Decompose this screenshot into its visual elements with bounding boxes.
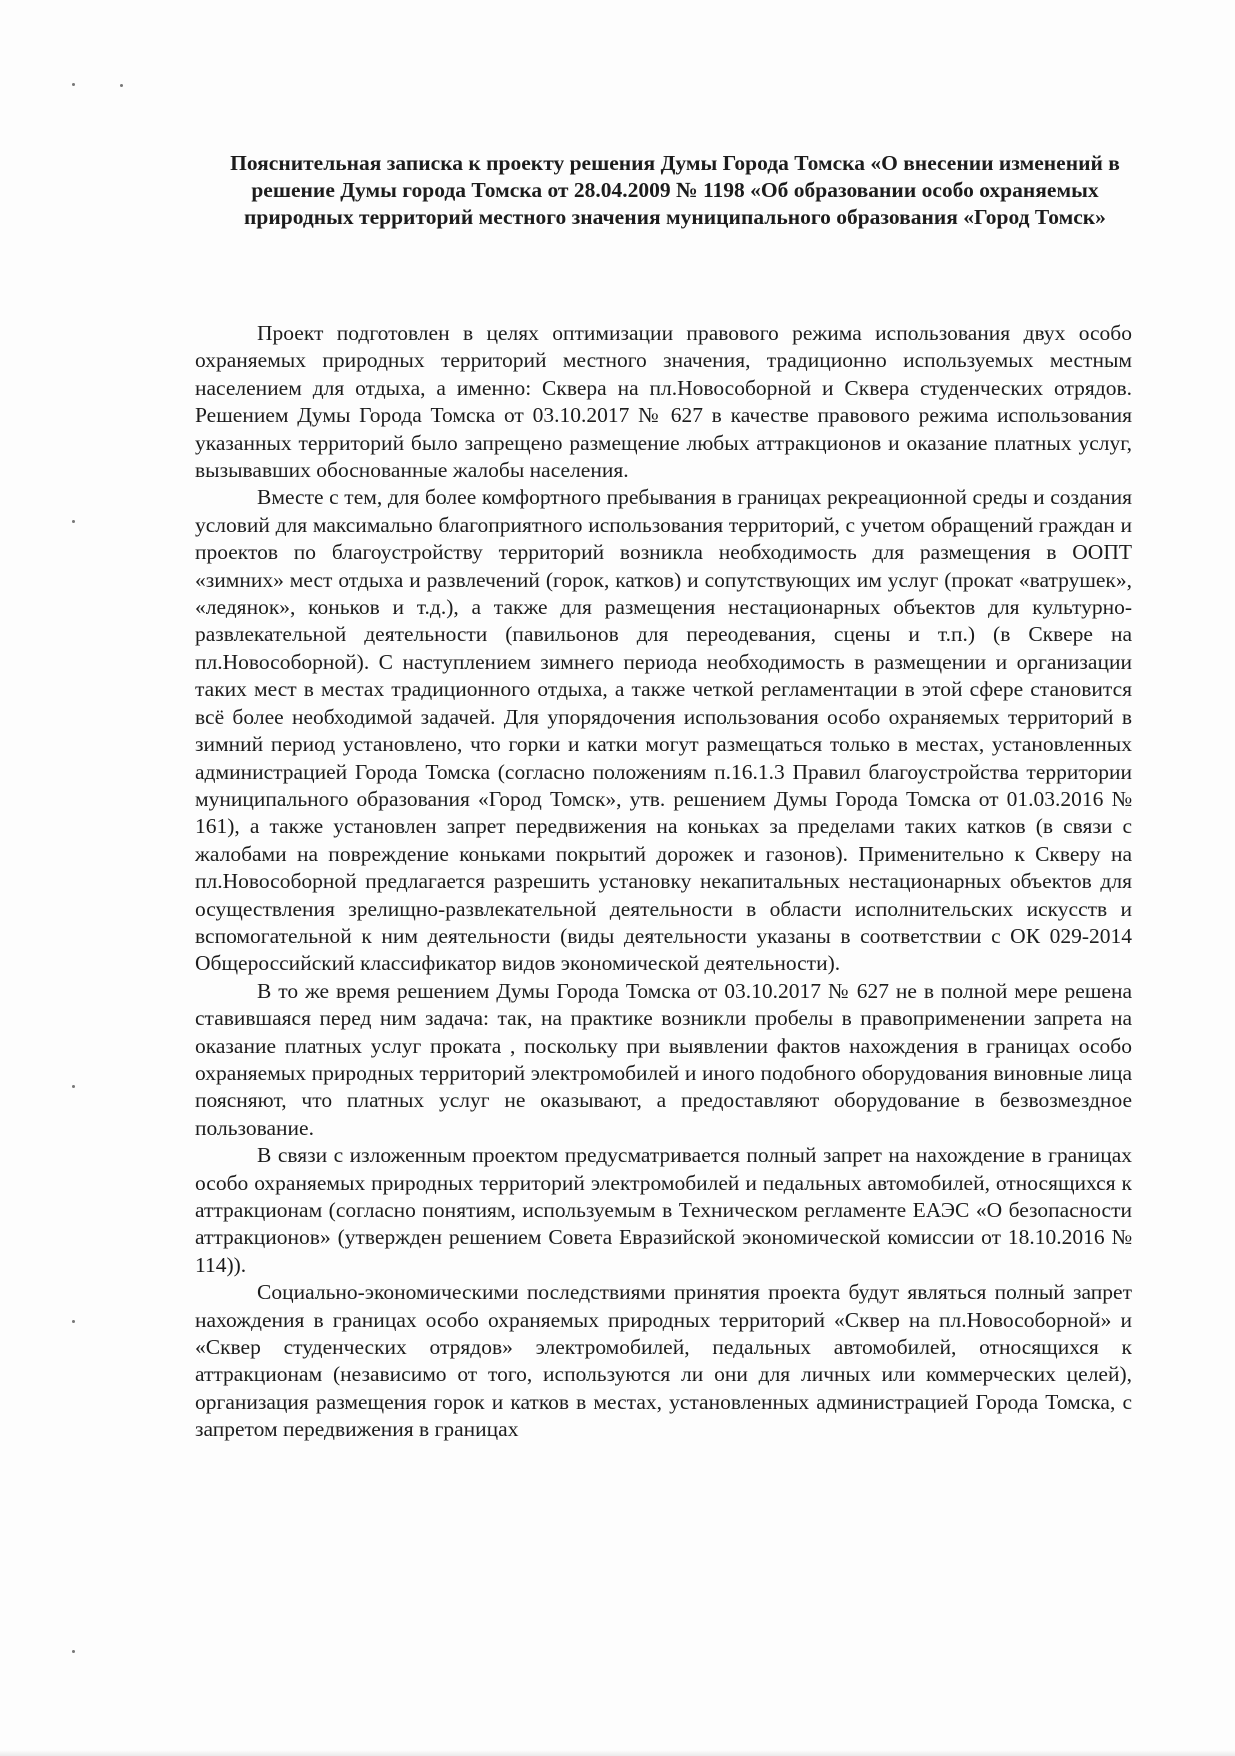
scan-speck	[72, 520, 75, 523]
paragraph-5: Социально-экономическими последствиями принятия проекта будут являться полный запрет нахождения в границах особо охраняемых природных территорий «Сквер на пл.Новособорной» и «Сквер студенческих отрядов» электромобилей, педальных автомобилей, относящихся к аттракционам (независимо от того, используются ли они для личных или коммерческих целей), организация размещения горок и катков в местах, установленных администрацией Города Томска, с запретом передвижения в границах	[195, 1280, 1132, 1442]
scan-speck	[72, 1320, 75, 1323]
paragraph-4: В связи с изложенным проектом предусматривается полный запрет на нахождение в границах особо охраняемых природных территорий электромобилей и педальных автомобилей, относящихся к аттракционам (согласно понятиям, используемым в Техническом регламенте ЕАЭС «О безопасности аттракционов» (утвержден решением Совета Евразийской экономической комиссии от 18.10.2016 № 114)).	[195, 1143, 1132, 1277]
document-body	[195, 320, 1132, 1444]
paragraph-1: Проект подготовлен в целях оптимизации правового режима использования двух особо охраняемых природных территорий местного значения, традиционно используемых местным населением для отдыха, а именно: Сквера на пл.Новособорной и Сквера студенческих отрядов. Решением Думы Города Томска от 03.10.2017 № 627 в качестве правового режима использования указанных территорий было запрещено размещение любых аттракционов и оказание платных услуг, вызывавших обоснованные жалобы населения.	[195, 321, 1132, 483]
document-title: Пояснительная записка к проекту решения Думы Города Томска «О внесении изменений в решение Думы города Томска от 28.04.2009 № 1198 «Об образовании особо охраняемых природных территорий местного значения муниципального образования «Город Томск»	[230, 151, 1120, 229]
paragraph-3: В то же время решением Думы Города Томска от 03.10.2017 № 627 не в полной мере решена ставившаяся перед ним задача: так, на практике возникли пробелы в правоприменении запрета на оказание платных услуг проката , поскольку при выявлении фактов нахождения в границах особо охраняемых природных территорий электромобилей и иного подобного оборудования виновные лица поясняют, что платных услуг не оказывают, а предоставляют оборудование в безвозмездное пользование.	[195, 978, 1132, 1140]
scan-bottom-edge	[0, 1750, 1235, 1756]
scan-speck	[72, 83, 75, 86]
scan-speck	[120, 84, 123, 87]
scan-speck	[72, 1085, 75, 1088]
paragraph-2: Вместе с тем, для более комфортного пребывания в границах рекреационной среды и создания условий для максимально благоприятного использования территорий, с учетом обращений граждан и проектов по благоустройству территорий возникла необходимость для размещения в ООПТ «зимних» мест отдыха и развлечений (горок, катков) и сопутствующих им услуг (прокат «ватрушек», «ледянок», коньков и т.д.), а также для размещения нестационарных объектов для культурно-развлекательной деятельности (павильонов для переодевания, сцены и т.п.) (в Сквере на пл.Новособорной). С наступлением зимнего периода необходимость в размещении и организации таких мест в местах традиционного отдыха, а также четкой регламентации в этой сфере становится всё более необходимой задачей. Для упорядочения использования особо охраняемых территорий в зимний период установлено, что горки и катки могут размещаться только в местах, установленных администрацией Города Томска (согласно положениям п.16.1.3 Правил благоустройства территории муниципального образования «Город Томск», утв. решением Думы Города Томска от 01.03.2016 № 161), а также установлен запрет передвижения на коньках за пределами таких катков (в связи с жалобами на повреждение коньками покрытий дорожек и газонов). Применительно к Скверу на пл.Новособорной предлагается разрешить установку некапитальных нестационарных объектов для осуществления зрелищно-развлекательной деятельности в области исполнительских искусств и вспомогательной к ним деятельности (виды деятельности указаны в соответствии с ОК 029-2014 Общероссийский классификатор видов экономической деятельности).	[195, 485, 1132, 976]
scan-speck	[72, 1650, 75, 1653]
